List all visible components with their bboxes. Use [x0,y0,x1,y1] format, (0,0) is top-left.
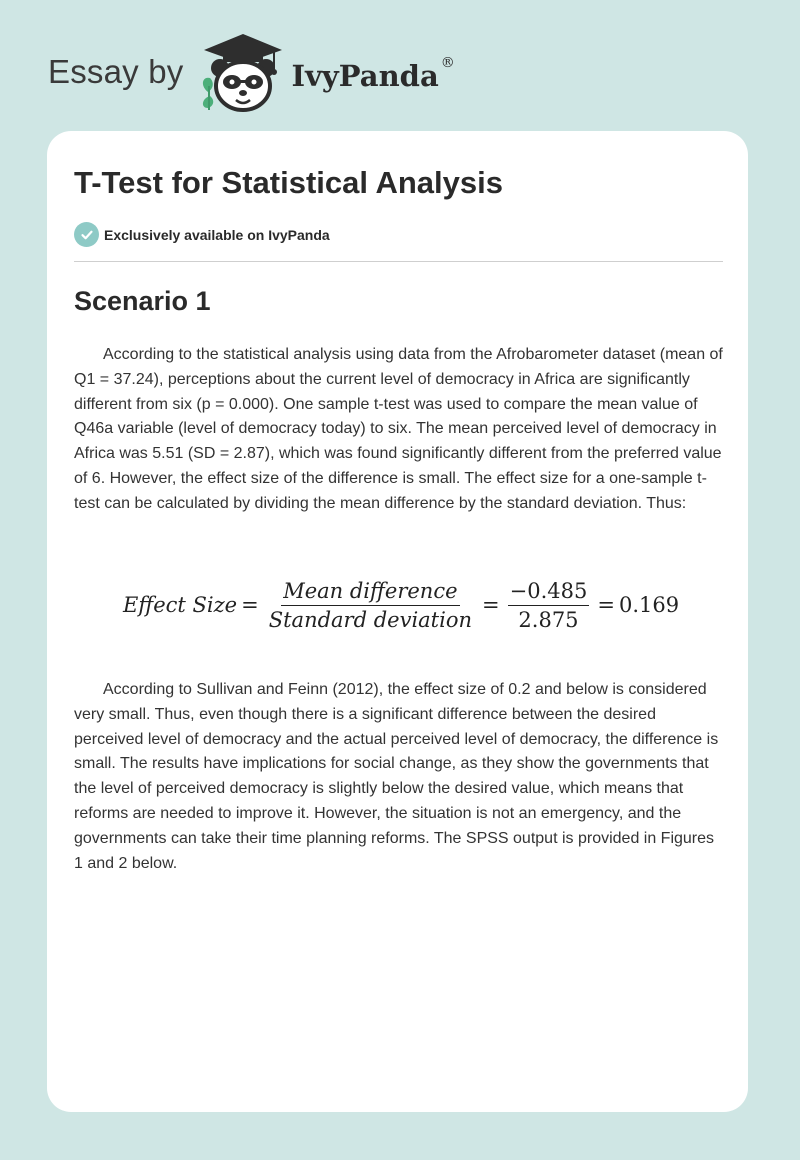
fraction-1-numerator: Mean difference [281,579,459,606]
site-header [48,30,455,114]
brand-name[interactable] [291,55,455,93]
essay-by-label: Essay by [48,53,184,90]
formula-fraction-2 [508,579,590,632]
fraction-2-numerator: −0.485 [508,579,590,606]
formula-equals-2: = [482,593,500,617]
section-title: Scenario 1 [74,286,211,316]
paragraph-2: According to Sullivan and Feinn (2012), the effect size of 0.2 and below is considered very small. Thus, even though there is a significant difference between the desired perceived level of democracy and the actual perceived level of democracy, the difference is small. The results have implications for social change, as they show the governments that the level of perceived democracy is slightly below the desired value, which means that reforms are needed to improve it. However, the situation is not an emergency, and the governments can take their time planning reforms. The SPSS output is provided in Figures 1 and 2 below. [74,681,719,872]
exclusive-badge-text: Exclusively available on IvyPanda [104,226,330,243]
formula-lhs: Effect Size [123,593,238,617]
article-card [47,131,748,1112]
check-circle-icon [74,222,99,247]
panda-graduate-icon[interactable] [198,30,288,114]
registered-mark: ® [440,55,455,71]
effect-size-formula [123,575,679,635]
exclusive-badge [74,222,330,247]
article-title: T-Test for Statistical Analysis [74,165,503,200]
brand-label: IvyPanda [291,59,439,93]
formula-equals-1: = [241,593,259,617]
fraction-1-denominator: Standard deviation [268,607,473,632]
fraction-2-denominator: 2.875 [518,607,579,632]
formula-fraction-1 [267,579,474,632]
paragraph-1: According to the statistical analysis using data from the Afrobarometer dataset (mean of Q1 = 37.24), perceptions about the current level of democracy in Africa are significantly different from six (p = 0.000). One sample t-test was used to compare the mean value of Q46a variable (level of democracy today) to six. The mean perceived level of democracy in Africa was 5.51 (SD = 2.87), which was found significantly different from the preferred value of 6. However, the effect size of the difference is small. The effect size for a one-sample t-test can be calculated by dividing the mean difference by the standard deviation. Thus: [74,346,723,512]
formula-result: 0.169 [618,593,680,617]
title-divider [74,261,723,262]
formula-equals-3: = [597,593,615,617]
